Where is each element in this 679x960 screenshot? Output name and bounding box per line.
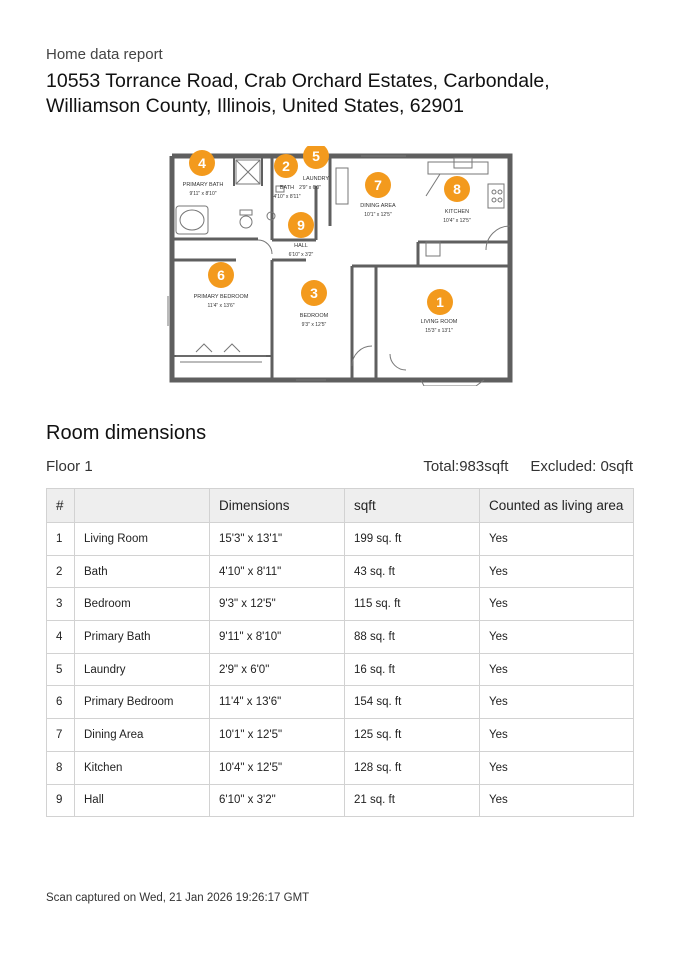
total-label: Total:: [423, 458, 460, 475]
svg-text:BEDROOM: BEDROOM: [299, 313, 329, 319]
cell-sqft: 43 sq. ft: [345, 555, 480, 588]
cell-dimensions: 9'3" x 12'5": [210, 588, 345, 621]
room-label-laundry: [299, 176, 329, 191]
cell-sqft: 16 sq. ft: [345, 653, 480, 686]
svg-text:1: 1: [436, 294, 444, 310]
svg-text:6: 6: [217, 267, 225, 283]
room-badge-1: [427, 289, 453, 315]
svg-text:LAUNDRY: LAUNDRY: [302, 176, 330, 182]
room-label-primary-bath: [183, 182, 224, 197]
cell-living-area: Yes: [480, 621, 634, 654]
svg-text:9'11" x 8'10": 9'11" x 8'10": [189, 191, 217, 197]
cell-sqft: 128 sq. ft: [345, 751, 480, 784]
cell-sqft: 115 sq. ft: [345, 588, 480, 621]
table-row: [47, 523, 634, 556]
room-badge-9: [288, 212, 314, 238]
room-badge-7: [365, 172, 391, 198]
room-badge-5: [303, 146, 329, 169]
table-header-row: [47, 489, 634, 523]
cell-living-area: Yes: [480, 751, 634, 784]
table-row: [47, 653, 634, 686]
header-dimensions: Dimensions: [210, 489, 345, 523]
svg-text:5: 5: [312, 148, 320, 164]
room-badge-8: [444, 176, 470, 202]
cell-room: Dining Area: [75, 719, 210, 752]
header-living-area: Counted as living area: [480, 489, 634, 523]
cell-dimensions: 11'4" x 13'6": [210, 686, 345, 719]
cell-number: 2: [47, 555, 75, 588]
total-value: 983sqft: [459, 458, 509, 475]
room-badge-4: [189, 150, 215, 176]
svg-text:4: 4: [198, 155, 206, 171]
cell-room: Living Room: [75, 523, 210, 556]
floor-plan: [166, 146, 516, 386]
cell-dimensions: 9'11" x 8'10": [210, 621, 345, 654]
cell-dimensions: 10'1" x 12'5": [210, 719, 345, 752]
header-number: #: [47, 489, 75, 523]
section-title: Room dimensions: [46, 422, 207, 444]
cell-number: 7: [47, 719, 75, 752]
table-row: [47, 686, 634, 719]
floor-label: Floor 1: [46, 458, 93, 475]
header-room: [75, 489, 210, 523]
cell-room: Primary Bath: [75, 621, 210, 654]
cell-living-area: Yes: [480, 588, 634, 621]
cell-dimensions: 6'10" x 3'2": [210, 784, 345, 817]
cell-sqft: 199 sq. ft: [345, 523, 480, 556]
cell-number: 1: [47, 523, 75, 556]
room-badge-3: [301, 280, 327, 306]
cell-living-area: Yes: [480, 719, 634, 752]
svg-text:11'4" x 13'6": 11'4" x 13'6": [207, 303, 235, 309]
cell-sqft: 88 sq. ft: [345, 621, 480, 654]
svg-text:BATH: BATH: [279, 185, 295, 191]
cell-room: Bath: [75, 555, 210, 588]
cell-number: 9: [47, 784, 75, 817]
table-row: [47, 784, 634, 817]
cell-number: 3: [47, 588, 75, 621]
cell-dimensions: 4'10" x 8'11": [210, 555, 345, 588]
svg-text:10'4" x 12'5": 10'4" x 12'5": [443, 218, 471, 224]
cell-number: 8: [47, 751, 75, 784]
cell-room: Hall: [75, 784, 210, 817]
svg-text:7: 7: [374, 177, 382, 193]
room-label-living: [421, 319, 458, 334]
cell-living-area: Yes: [480, 686, 634, 719]
table-row: [47, 751, 634, 784]
cell-living-area: Yes: [480, 784, 634, 817]
svg-text:PRIMARY BEDROOM: PRIMARY BEDROOM: [193, 294, 249, 300]
room-badge-2: [274, 154, 298, 178]
cell-living-area: Yes: [480, 653, 634, 686]
header-sqft: sqft: [345, 489, 480, 523]
excluded-label: Excluded:: [530, 458, 597, 475]
svg-text:6'10" x 3'2": 6'10" x 3'2": [288, 252, 314, 258]
room-label-bedroom: [300, 313, 329, 328]
svg-text:4'10" x 8'11": 4'10" x 8'11": [273, 194, 301, 200]
svg-text:KITCHEN: KITCHEN: [444, 209, 470, 215]
room-dimensions-table: [46, 488, 634, 817]
svg-text:3: 3: [310, 285, 318, 301]
cell-living-area: Yes: [480, 555, 634, 588]
cell-sqft: 21 sq. ft: [345, 784, 480, 817]
svg-text:9: 9: [297, 217, 305, 233]
cell-sqft: 154 sq. ft: [345, 686, 480, 719]
svg-text:9'3" x 12'5": 9'3" x 12'5": [301, 322, 327, 328]
svg-text:PRIMARY BATH: PRIMARY BATH: [182, 182, 224, 188]
cell-dimensions: 10'4" x 12'5": [210, 751, 345, 784]
room-badge-6: [208, 262, 234, 288]
svg-text:2'9" x 6'0": 2'9" x 6'0": [299, 185, 321, 191]
cell-number: 4: [47, 621, 75, 654]
room-label-kitchen: [443, 209, 471, 224]
table-row: [47, 555, 634, 588]
cell-room: Primary Bedroom: [75, 686, 210, 719]
cell-living-area: Yes: [480, 523, 634, 556]
cell-room: Laundry: [75, 653, 210, 686]
property-address: 10553 Torrance Road, Crab Orchard Estates, Carbondale, Williamson County, Illinois, United States, 62901: [46, 70, 550, 117]
table-row: [47, 621, 634, 654]
svg-text:2: 2: [282, 158, 290, 174]
cell-sqft: 125 sq. ft: [345, 719, 480, 752]
table-row: [47, 719, 634, 752]
report-kicker: Home data report: [46, 46, 163, 63]
cell-dimensions: 15'3" x 13'1": [210, 523, 345, 556]
svg-text:LIVING ROOM: LIVING ROOM: [420, 319, 458, 325]
svg-text:10'1" x 12'5": 10'1" x 12'5": [364, 212, 392, 218]
cell-room: Bedroom: [75, 588, 210, 621]
area-totals: [423, 458, 633, 475]
room-label-hall: [289, 243, 314, 258]
room-label-dining: [360, 203, 396, 218]
svg-text:DINING AREA: DINING AREA: [360, 203, 396, 209]
table-row: [47, 588, 634, 621]
excluded-value: 0sqft: [600, 458, 633, 475]
svg-text:HALL: HALL: [294, 243, 308, 249]
svg-text:8: 8: [453, 181, 461, 197]
cell-dimensions: 2'9" x 6'0": [210, 653, 345, 686]
svg-text:15'3" x 13'1": 15'3" x 13'1": [425, 328, 453, 334]
cell-number: 6: [47, 686, 75, 719]
room-label-primary-bedroom: [194, 294, 249, 309]
scan-timestamp: Scan captured on Wed, 21 Jan 2026 19:26:17 GMT: [46, 892, 310, 904]
cell-room: Kitchen: [75, 751, 210, 784]
cell-number: 5: [47, 653, 75, 686]
